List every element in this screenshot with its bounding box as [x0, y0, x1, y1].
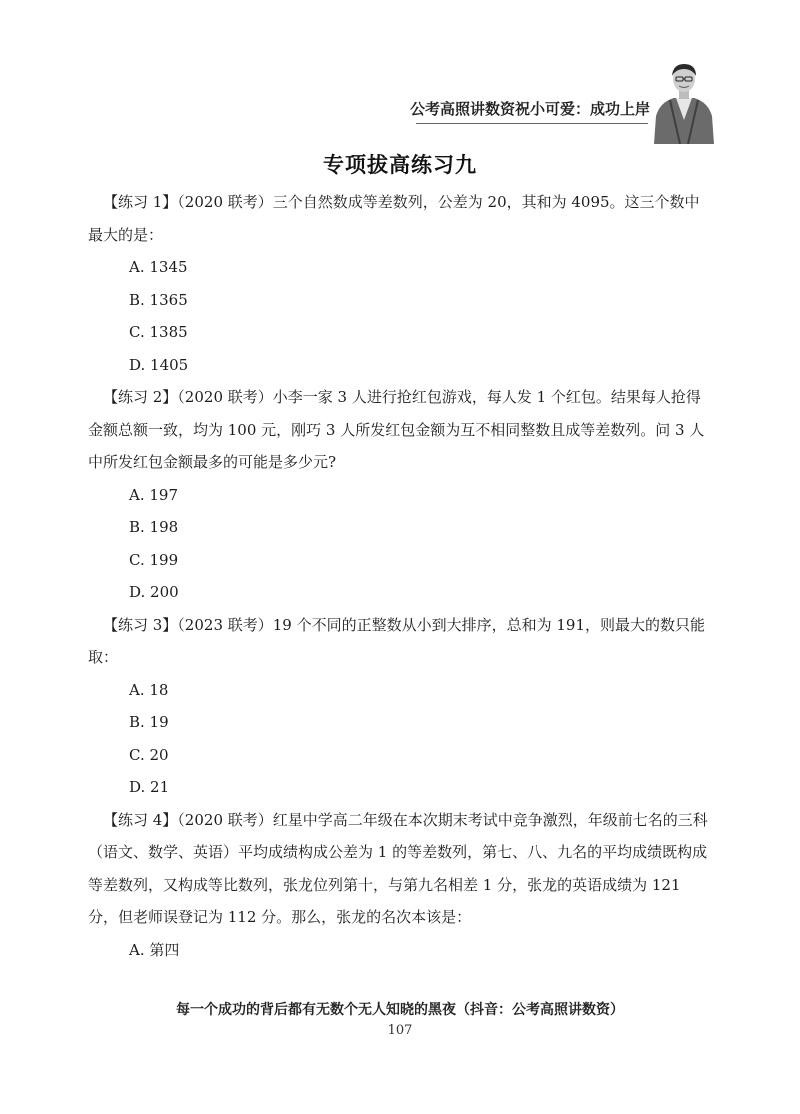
- exercise-2: [88, 381, 713, 609]
- page-title: 专项拔高练习九: [323, 152, 477, 177]
- exercise-4: [88, 804, 713, 967]
- question-text: 【练习 2】（2020 联考）小李一家 3 人进行抢红包游戏，每人发 1 个红包。结果每人抢得金额总额一致，均为 100 元，刚巧 3 人所发红包金额为互不相同整数且成等差数列。问 3 人中所发红包金额最多的可能是多少元?: [88, 388, 705, 471]
- answer-option: C. 1385: [129, 323, 188, 341]
- header-brand-text: 公考高照讲数资祝小可爱：成功上岸: [409, 100, 650, 118]
- page-number: 107: [387, 1023, 413, 1038]
- answer-option: C. 199: [129, 550, 179, 569]
- answer-option: B. 1365: [129, 290, 188, 309]
- header-divider: [416, 123, 648, 124]
- answer-option: A. 18: [129, 680, 169, 699]
- answer-option: A. 197: [129, 485, 178, 504]
- question-text: 【练习 1】（2020 联考）三个自然数成等差数列，公差为 20，其和为 4095。这三个数中最大的是：: [88, 193, 700, 244]
- answer-option: A. 1345: [129, 258, 188, 276]
- answer-option: D. 1405: [129, 355, 189, 374]
- exercise-1: [88, 186, 713, 381]
- question-text: 【练习 4】（2020 联考）红星中学高二年级在本次期末考试中竞争激烈，年级前七名的三科（语文、数学、英语）平均成绩构成公差为 1 的等差数列，第七、八、九名的平均成绩既构成等差数列，又构成等比数列，张龙位列第十，与第九名相差 1 分，张龙的英语成绩为 121 分，但老师误登记为 112 分。那么，张龙的名次本该是：: [88, 810, 708, 926]
- answer-option: D. 200: [129, 583, 179, 601]
- answer-option: B. 19: [129, 713, 169, 731]
- exercise-list: [88, 186, 713, 966]
- exercise-3: [88, 609, 713, 804]
- author-portrait: [650, 58, 718, 144]
- footer-motto: 每一个成功的背后都有无数个无人知晓的黑夜（抖音：公考高照讲数资）: [176, 1002, 624, 1018]
- answer-option: B. 198: [129, 518, 179, 536]
- answer-option: A. 第四: [129, 940, 180, 959]
- answer-option: C. 20: [129, 745, 169, 764]
- answer-option: D. 21: [129, 778, 170, 796]
- question-text: 【练习 3】（2023 联考）19 个不同的正整数从小到大排序，总和为 191，则最大的数只能取：: [88, 615, 706, 666]
